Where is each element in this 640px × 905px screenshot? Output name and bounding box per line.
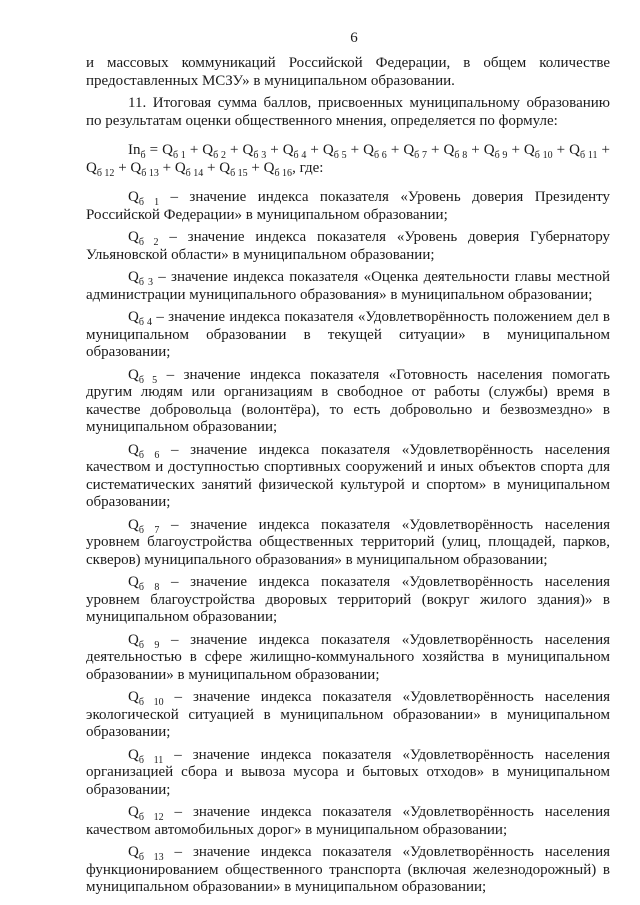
indicator-symbol: $Q_{б 8}$ — [128, 574, 160, 593]
definition-text: – значение индекса показателя «Уровень доверия Губернатору Ульяновской области» в муниципальном образовании; — [86, 229, 611, 263]
definition-text: – значение индекса показателя «Удовлетворённость населения организацией сбора и вывоза мусора и бытовых отходов» в муниципальном образовании; — [86, 746, 611, 798]
definition-text: – значение индекса показателя «Удовлетворённость населения экологической ситуацией в муниципальном образовании» в муниципальном образовании; — [86, 689, 610, 740]
definition-text: – значение индекса показателя «Удовлетворённость населения уровнем благоустройства дворовых территорий (вокруг жилого здания)» в муниципальном образовании; — [86, 574, 611, 625]
indicator-symbol: $Q_{б 13}$ — [128, 844, 164, 863]
formula-term: $Q_{б 16}$ — [263, 159, 293, 179]
formula-term: $Q_{б 15}$ — [219, 159, 248, 179]
definition-text: – значение индекса показателя «Удовлетворённость населения деятельностью в сфере жилищно-коммунального хозяйства в муниципальном образовании» в муниципальном образовании; — [86, 631, 611, 683]
definition-item — [86, 574, 610, 627]
definition-item — [86, 367, 610, 437]
formula-term: $Q_{б 14}$ — [174, 159, 204, 179]
indicator-symbol: $Q_{б 10}$ — [128, 689, 164, 708]
definition-item — [86, 442, 610, 512]
formula-term: $Q_{б 10}$ — [523, 142, 553, 161]
definitions-list — [86, 189, 610, 897]
definition-item — [86, 229, 610, 264]
formula-term: $Q_{б 13}$ — [130, 159, 159, 179]
formula-term: $Q_{б 3}$ — [242, 142, 267, 161]
definition-text: – значение индекса показателя «Удовлетворённость населения качеством автомобильных дорог» в муниципальном образовании; — [86, 804, 610, 838]
indicator-symbol: $Q_{б 1}$ — [128, 189, 160, 208]
intro-paragraph: и массовых коммуникаций Российской Федерации, в общем количестве предоставленных МСЗУ» в муниципальном образовании. — [86, 55, 610, 89]
definition-text: – значение индекса показателя «Удовлетворённость населения функционированием общественного транспорта (включая железнодорожный) в муниципальном образовании» в муниципальном образовании; — [86, 844, 610, 895]
formula-term: $Q_{б 4}$ — [282, 142, 307, 161]
indicator-symbol: $Q_{б 7}$ — [128, 516, 160, 536]
definition-text: – значение индекса показателя «Готовность населения помогать другим людям или организациям в свободное от работы (службы) время в качестве добровольца (волонтёра), то есть добровольно и безвозмездно» в муниципальном образовании; — [86, 366, 611, 435]
indicator-symbol: $Q_{б 12}$ — [128, 804, 164, 823]
definition-item — [86, 747, 610, 800]
definition-item — [86, 269, 610, 304]
formula-tail: , где: — [292, 159, 324, 176]
indicator-symbol: $Q_{б 4}$ — [128, 309, 153, 328]
indicator-symbol: $Q_{б 2}$ — [128, 229, 159, 248]
formula-term: $Q_{б 7}$ — [403, 142, 428, 161]
indicator-symbol: $Q_{б 6}$ — [128, 441, 160, 461]
formula: $In_б = Q_{б 1} + Q_{б 2} + Q_{б 3} + Q_{б 4} + Q_{б 5} + Q_{б 6} + Q_{б 7} + Q_{б 8} + Q_{б 9} + Q_{б 10} + Q_{б 11} + Q_{б 12} + Q_{б 13} + Q_{б 14} + Q_{б 15} + Q_{б 16}$, где: — [86, 142, 610, 179]
definition-text: – значение индекса показателя «Оценка деятельности главы местной администрации муниципального образования» в муниципальном образовании; — [86, 269, 611, 303]
formula-term: $Q_{б 2}$ — [202, 142, 226, 161]
definition-text: – значение индекса показателя «Удовлетворённость населения уровнем благоустройства общественных территорий (улиц, площадей, парков, скверов) муниципального образования» в муниципальном образовании; — [86, 516, 611, 568]
formula-term: $Q_{б 12}$ — [86, 159, 115, 179]
definition-item — [86, 189, 610, 224]
definition-text: – значение индекса показателя «Уровень доверия Президенту Российской Федерации» в муниципальном образовании; — [86, 189, 610, 223]
definition-item — [86, 844, 610, 897]
formula-term: $Q_{б 1}$ — [162, 142, 186, 161]
indicator-symbol: $Q_{б 3}$ — [128, 269, 153, 288]
formula-term: $Q_{б 8}$ — [443, 142, 468, 161]
formula-term: $Q_{б 6}$ — [363, 142, 387, 161]
definition-item — [86, 309, 610, 362]
section-11-paragraph: 11. Итоговая сумма баллов, присвоенных муниципальному образованию по результатам оценки общественного мнения, определяется по формуле: — [86, 95, 610, 129]
definition-item — [86, 632, 610, 685]
formula-lhs: $In_б$ — [128, 142, 146, 161]
definition-text: – значение индекса показателя «Удовлетворённость положением дел в муниципальном образовании в текущей ситуации» в муниципальном образовании; — [86, 309, 611, 360]
indicator-symbol: $Q_{б 9}$ — [128, 631, 160, 651]
definition-item — [86, 804, 610, 839]
definition-item — [86, 517, 610, 570]
indicator-symbol: $Q_{б 5}$ — [128, 366, 158, 386]
formula-term: $Q_{б 5}$ — [322, 142, 347, 161]
page-number: 6 — [350, 30, 358, 46]
formula-term: $Q_{б 11}$ — [569, 142, 598, 161]
definition-item — [86, 689, 610, 742]
definition-text: – значение индекса показателя «Удовлетворённость населения качеством и доступностью спортивных сооружений и иных объектов спорта для систематических занятий физической культурой и спортом» в муниципальном образовании; — [86, 441, 611, 510]
formula-term: $Q_{б 9}$ — [483, 142, 508, 161]
indicator-symbol: $Q_{б 11}$ — [128, 746, 164, 766]
